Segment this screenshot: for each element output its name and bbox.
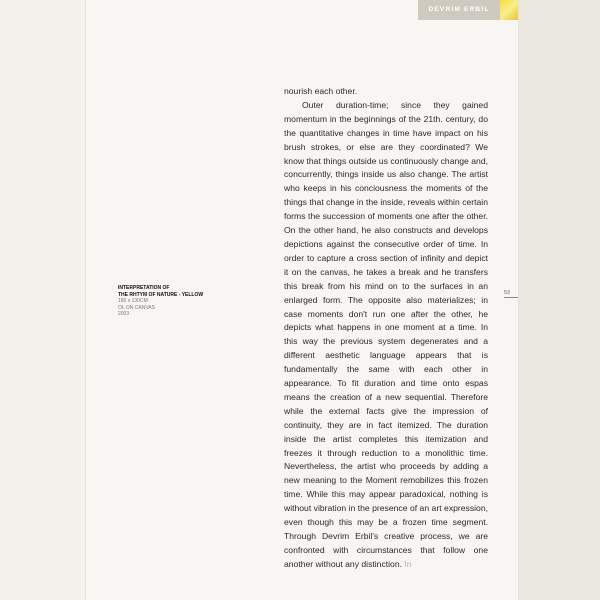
paragraph-tail: In: [404, 558, 412, 569]
paragraph-continuation: nourish each other.: [284, 86, 358, 96]
caption-medium: OL ON CANVAS: [118, 304, 155, 311]
caption-title-line-1: INTERPRETATION OF: [118, 285, 170, 291]
running-header-author: DEVRİM ERBİL: [418, 0, 500, 20]
paragraph-main-text: Outer duration-time; since they gained momentum in the beginnings of the 21th. century, do the quantitative changes in time have impact on his brush strokes, or else are they coordinated? We know that things outside us continuously change and, concurrently, things inside us also change. The artist who keeps in his conciousness the moments of the things that change in the inside, reveals within certain forms the succession of moments one after the other. On the other hand, he also constructs and develops depictions against the consecutive order of time. In order to capture a cross section of infinity and depict it on the canvas, he takes a break and he transfers this break from his mind on to the surfaces in an enlarged form. The opposite also materializes; in case moments don't run one after the other, he depicts what happens in one moment at a time. In this way the previous system degenerates and a different aesthetic language appears that is fundamentally the same with each other in appearance. To fit duration and time onto espas means the creation of a new sequential. Therefore while the external facts give the impression of continuity, they are in fact itemized. The duration inside the artist completes this itemization and freezes it through reduction to a monolithic time. Nevertheless, the artist who proceeds by adding a new meaning to the Moment remobilizes this frozen time. While this may appear paradoxical, nothing is without vibration in the presence of an art expression, even though this may be a frozen time segment. Through Devrim Erbil's creative process, we are confronted with circumstances that follow one another without any distinction.: [284, 99, 488, 569]
body-text: [284, 85, 488, 572]
caption-title-line-2: THE RHTYM OF NATURE - YELLOW: [118, 291, 204, 298]
caption-year: 2003: [118, 311, 130, 317]
yellow-color-swatch: [500, 0, 518, 20]
page-number: 53: [504, 290, 518, 298]
adjacent-page-edge: [518, 0, 600, 600]
artwork-caption: [118, 285, 238, 318]
paragraph-main: [284, 99, 488, 572]
caption-size: 180 x 130CM: [118, 298, 148, 304]
